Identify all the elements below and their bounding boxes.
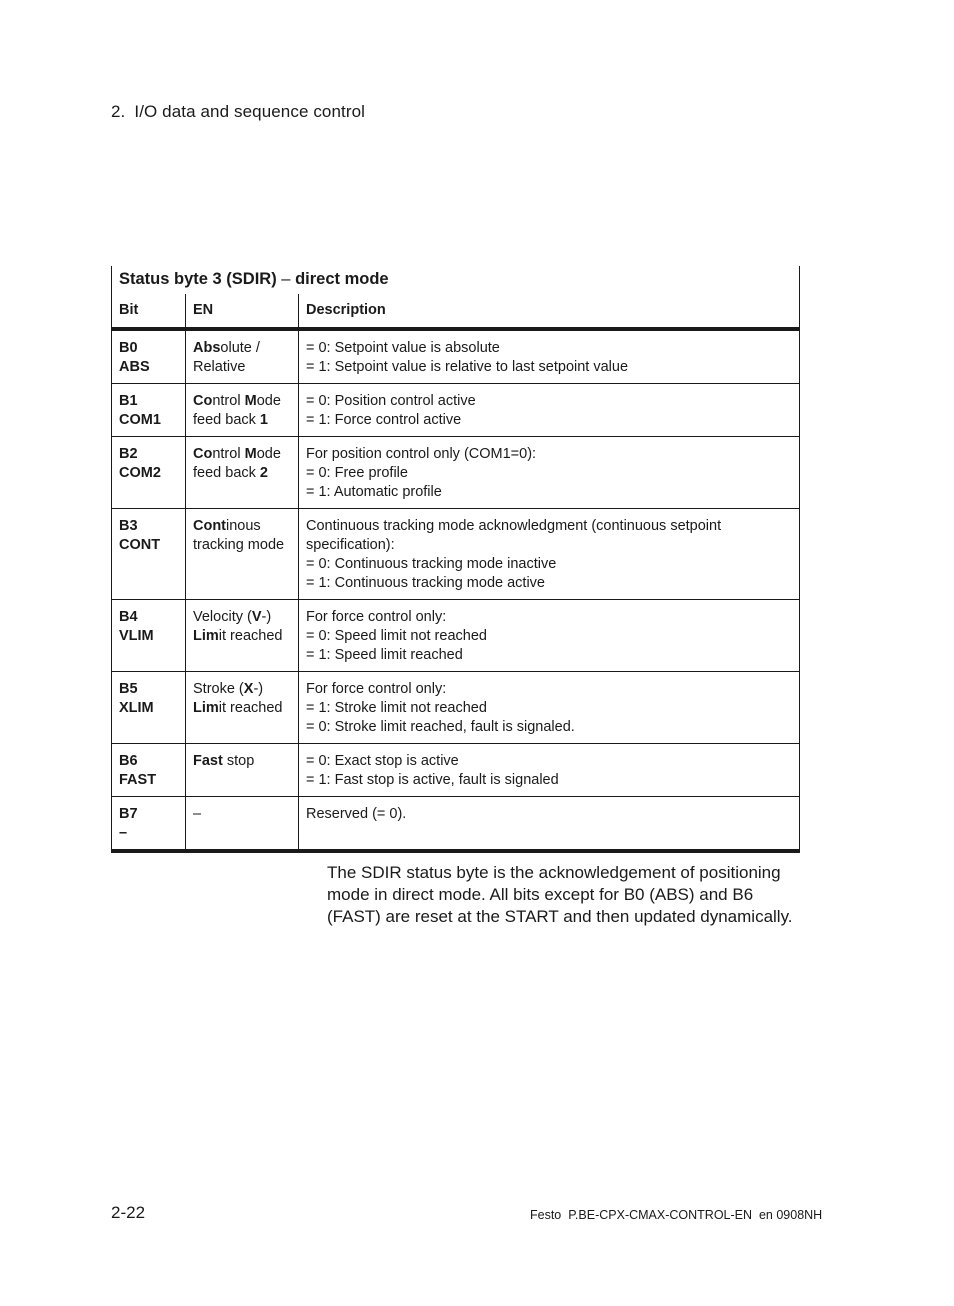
en-text: Velocity ( (193, 609, 252, 625)
column-header-en: EN (186, 294, 299, 329)
column-header-bit: Bit (112, 294, 186, 329)
en-line (193, 536, 291, 555)
bit-cell (112, 672, 186, 744)
description-line: = 1: Automatic profile (306, 484, 442, 500)
en-text: feed back (193, 412, 260, 428)
en-line (193, 517, 291, 536)
table-title-main: Status byte 3 (SDIR) (119, 270, 277, 288)
en-text: -) (253, 681, 264, 697)
bit-number: B4 (119, 609, 138, 625)
table-body (112, 329, 800, 851)
en-text: inous (226, 518, 261, 534)
table-row (112, 672, 800, 744)
en-text: V (251, 609, 262, 625)
en-cell (186, 600, 299, 672)
en-text: feed back (193, 465, 260, 481)
description-line: Continuous tracking mode acknowledgment (continuous setpoint (306, 518, 722, 534)
description-cell (299, 329, 800, 384)
en-text: Cont (193, 518, 227, 534)
en-line (193, 608, 291, 627)
en-line (193, 392, 291, 411)
en-line (193, 339, 291, 358)
description-line: = 1: Speed limit reached (306, 647, 463, 663)
en-text: Relative (193, 359, 246, 375)
en-text: 2 (259, 465, 268, 481)
description-line: = 1: Fast stop is active, fault is signaled (306, 772, 559, 788)
en-line (193, 805, 291, 824)
en-line (193, 411, 291, 430)
table-row (112, 384, 800, 437)
bit-cell (112, 600, 186, 672)
bit-mnemonic: FAST (119, 772, 157, 788)
en-cell (186, 672, 299, 744)
en-cell (186, 329, 299, 384)
en-line (193, 445, 291, 464)
en-text: Co (193, 446, 213, 462)
bit-number: B1 (119, 393, 138, 409)
en-text: Co (193, 393, 213, 409)
en-text: -) (261, 609, 272, 625)
bit-mnemonic: – (119, 825, 128, 841)
bit-cell (112, 384, 186, 437)
section-number: 2. (111, 102, 126, 121)
table-row (112, 744, 800, 797)
en-cell (186, 384, 299, 437)
description-line: = 0: Free profile (306, 465, 408, 481)
description-line: = 0: Stroke limit reached, fault is signaled. (306, 719, 575, 735)
bit-number: B2 (119, 446, 138, 462)
en-text: 1 (259, 412, 268, 428)
description-cell (299, 672, 800, 744)
en-text: Lim (193, 628, 219, 644)
en-text: Lim (193, 700, 219, 716)
en-line (193, 699, 291, 718)
section-title: I/O data and sequence control (134, 102, 366, 121)
bit-mnemonic: COM2 (119, 465, 161, 481)
en-text: stop (222, 753, 255, 769)
en-line (193, 464, 291, 483)
description-cell (299, 384, 800, 437)
en-line (193, 358, 291, 377)
bit-cell (112, 329, 186, 384)
table-title-sub: direct mode (295, 270, 389, 288)
bit-mnemonic: COM1 (119, 412, 161, 428)
en-text: – (193, 806, 202, 822)
description-line: = 1: Setpoint value is relative to last setpoint value (306, 359, 629, 375)
bit-mnemonic: XLIM (119, 700, 154, 716)
description-line: specification): (306, 537, 395, 553)
bit-number: B5 (119, 681, 138, 697)
description-line: = 0: Speed limit not reached (306, 628, 487, 644)
bit-number: B0 (119, 340, 138, 356)
description-line: = 0: Setpoint value is absolute (306, 340, 500, 356)
en-text: ntrol (212, 446, 245, 462)
description-line: = 0: Continuous tracking mode inactive (306, 556, 557, 572)
description-cell (299, 744, 800, 797)
description-line: = 1: Force control active (306, 412, 462, 428)
en-text: tracking mode (193, 537, 285, 553)
en-text: ode (256, 393, 281, 409)
description-line: = 0: Position control active (306, 393, 476, 409)
table-row (112, 329, 800, 384)
en-text: Fast (193, 753, 223, 769)
en-cell (186, 797, 299, 852)
en-cell (186, 744, 299, 797)
en-text: it reached (218, 700, 283, 716)
explanation-paragraph: The SDIR status byte is the acknowledgement of positioning mode in direct mode. All bits except for B0 (ABS) and B6 (FAST) are reset at the START and then updated dynamically. (327, 863, 793, 926)
column-header-description: Description (299, 294, 800, 329)
section-header (111, 102, 365, 122)
en-text: M (244, 393, 257, 409)
description-line: For force control only: (306, 609, 447, 625)
description-line: For force control only: (306, 681, 447, 697)
description-line: For position control only (COM1=0): (306, 446, 537, 462)
en-line (193, 752, 291, 771)
description-cell (299, 509, 800, 600)
status-byte-table (111, 266, 800, 853)
description-line: = 1: Stroke limit not reached (306, 700, 487, 716)
en-text: M (244, 446, 257, 462)
table-row (112, 437, 800, 509)
en-cell (186, 437, 299, 509)
bit-number: B3 (119, 518, 138, 534)
table-row (112, 509, 800, 600)
table-title-dash: – (281, 270, 291, 288)
en-text: X (243, 681, 254, 697)
en-cell (186, 509, 299, 600)
description-cell (299, 437, 800, 509)
en-line (193, 680, 291, 699)
description-line: = 1: Continuous tracking mode active (306, 575, 545, 591)
bit-cell (112, 797, 186, 852)
en-text: olute / (220, 340, 260, 356)
en-text: Stroke ( (193, 681, 244, 697)
description-cell (299, 797, 800, 852)
description-line: Reserved (= 0). (306, 806, 407, 822)
description-cell (299, 600, 800, 672)
table-row (112, 797, 800, 852)
bit-number: B7 (119, 806, 138, 822)
page-number: 2-22 (111, 1203, 146, 1222)
en-text: ntrol (212, 393, 245, 409)
table-row (112, 600, 800, 672)
footer-doc-id: Festo P.BE-CPX-CMAX-CONTROL-EN en 0908NH (530, 1208, 823, 1222)
bit-mnemonic: ABS (119, 359, 150, 375)
en-line (193, 627, 291, 646)
en-text: Abs (193, 340, 221, 356)
bit-cell (112, 744, 186, 797)
en-text: ode (256, 446, 281, 462)
description-line: = 0: Exact stop is active (306, 753, 459, 769)
table-title (112, 266, 800, 294)
en-text: it reached (218, 628, 283, 644)
bit-cell (112, 437, 186, 509)
bit-mnemonic: CONT (119, 537, 161, 553)
bit-mnemonic: VLIM (119, 628, 154, 644)
bit-number: B6 (119, 753, 138, 769)
bit-cell (112, 509, 186, 600)
